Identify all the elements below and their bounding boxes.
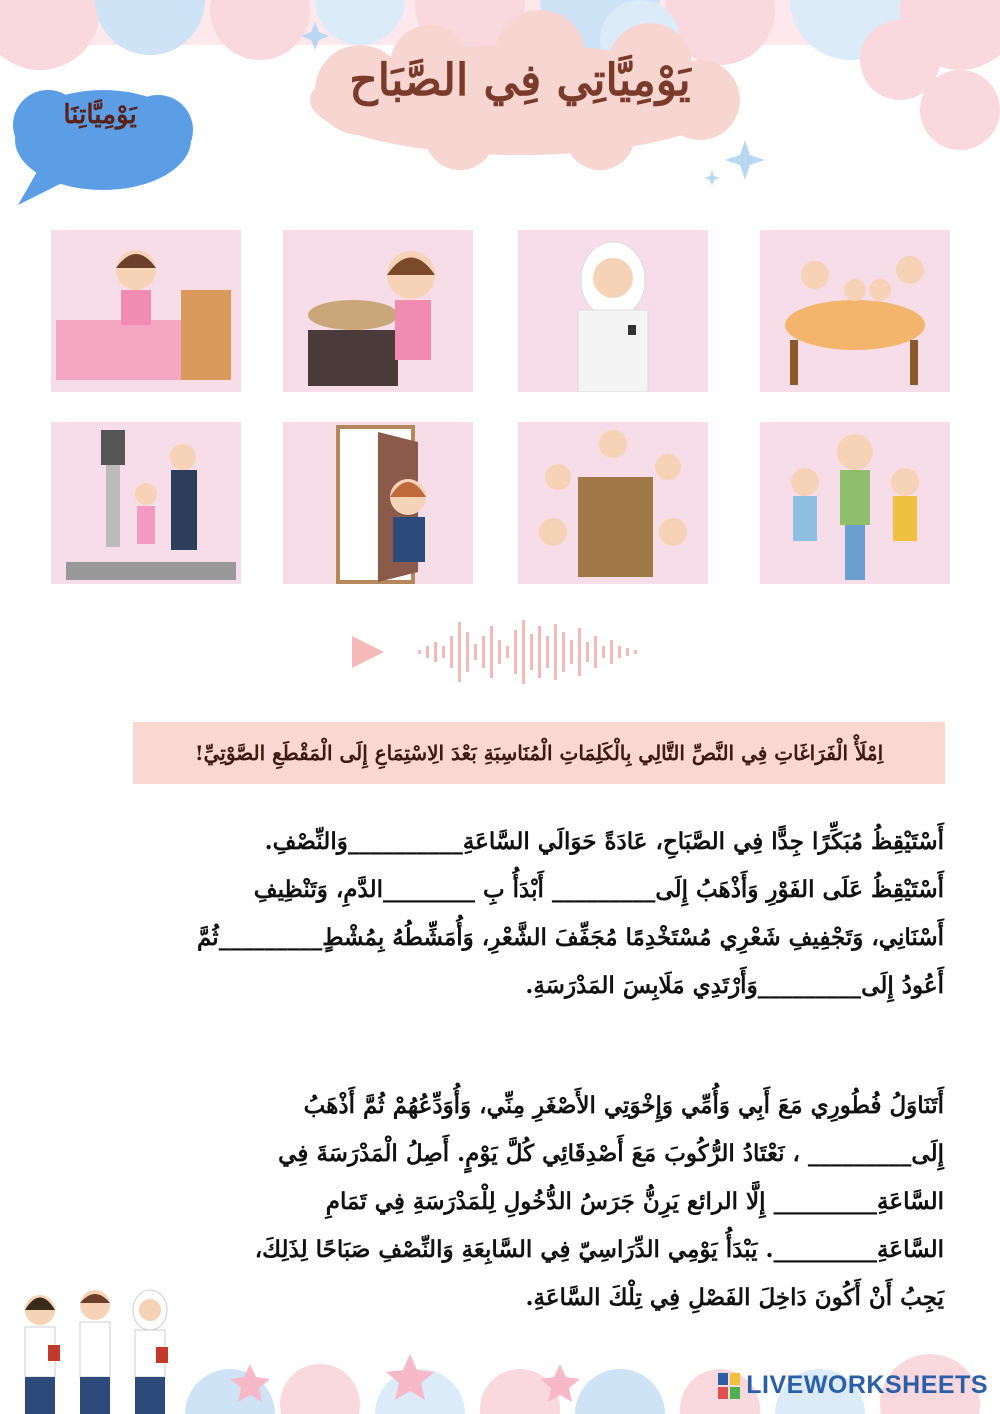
students-illustration (10, 1285, 180, 1414)
paragraph-line: إِلَى_________ ، نَعْتَادُ الرُّكُوبَ مَعَ أَصْدِقَائِي كُلَّ يَوْمٍ. أَصِلُ الْمَدْرَسَةَ فِي (278, 1140, 944, 1167)
paragraph-line: السَّاعَةِ_________. يَبْدَأُ يَوْمِي الدِّرَاسِيّ فِي السَّابِعَةِ وَالنِّصْفِ صَبَاحًا لِذَلِكَ، (254, 1236, 944, 1263)
girl-at-door-picture (283, 422, 473, 584)
girl-brushing-teeth-picture (283, 230, 473, 392)
instruction-banner: اِمْلَأْ الْفَرَاغَاتِ فِي النَّصِّ التَّالِي بِالْكَلِمَاتِ الْمُنَاسِبَةِ بَعْدَ الِاسْتِمَاعِ إِلَى الْمَقْطَعِ الصَّوْتِيِّ! (133, 722, 945, 784)
paragraph-2 (72, 1082, 944, 1322)
paragraph-1 (72, 818, 944, 1010)
badge-label: يَوْمِيَّاتِنَا (63, 100, 137, 130)
girl-in-school-uniform-picture (518, 230, 708, 392)
audio-player[interactable] (312, 606, 688, 698)
paragraph-line: أَسْتَيْقِظُ عَلَى الفَوْرِ وَأَذْهَبُ إِلَى_________ أَبْدَأُ بِ ________الدَّمِ، وَتَنْظِيفِ (253, 876, 944, 903)
liveworksheets-logo-icon (718, 1373, 742, 1399)
father-and-child-at-crosswalk-picture (51, 422, 241, 584)
play-icon (352, 636, 384, 668)
girl-waking-up-in-bed-picture (51, 230, 241, 392)
paragraph-line: أَسْنَانِي، وَتَجْفِيفِ شَعْرِي مُسْتَخْدِمًا مُجَفِّفَ الشَّعْرِ، وَأُمَشِّطُهُ بِمُشْطٍ_________ثُمَّ (196, 924, 944, 951)
paragraph-line: يَجِبُ أَنْ أَكُونَ دَاخِلَ الفَصْلِ فِي تِلْكَ السَّاعَةِ. (525, 1284, 944, 1311)
paragraph-line: أَعُودُ إِلَى_________وَأَرْتَدِي مَلَابِسَ المَدْرَسَةِ. (525, 972, 944, 999)
paragraph-line: السَّاعَةِ_________ إِلَّا الرائع يَرِنُّ جَرَسُ الدُّخُولِ لِلْمَدْرَسَةِ فِي تَمَامِ (325, 1188, 944, 1215)
family-breakfast-picture (760, 230, 950, 392)
liveworksheets-logo[interactable] (718, 1371, 988, 1400)
friends-helping-boy-with-crutches-picture (760, 422, 950, 584)
paragraph-line: أَتَنَاوَلُ فُطُورِي مَعَ أَبِي وَأُمِّي وَإِخْوَتِي الأَصْغَرِ مِنِّي، وَأُوَدِّعُهُمْ ثُمَّ أَذْهَبُ (303, 1092, 944, 1119)
students-in-class-picture (518, 422, 708, 584)
page-title: يَوْمِيَّاتِي فِي الصَّبَاح (349, 55, 691, 106)
logo-text: LIVEWORKSHEETS (746, 1371, 988, 1399)
paragraph-line: أَسْتَيْقِظُ مُبَكِّرًا جِدًّا فِي الصَّبَاحِ، عَادَةً حَوَالَي السَّاعَةِ__________وَالنِّصْفِ. (264, 828, 944, 855)
